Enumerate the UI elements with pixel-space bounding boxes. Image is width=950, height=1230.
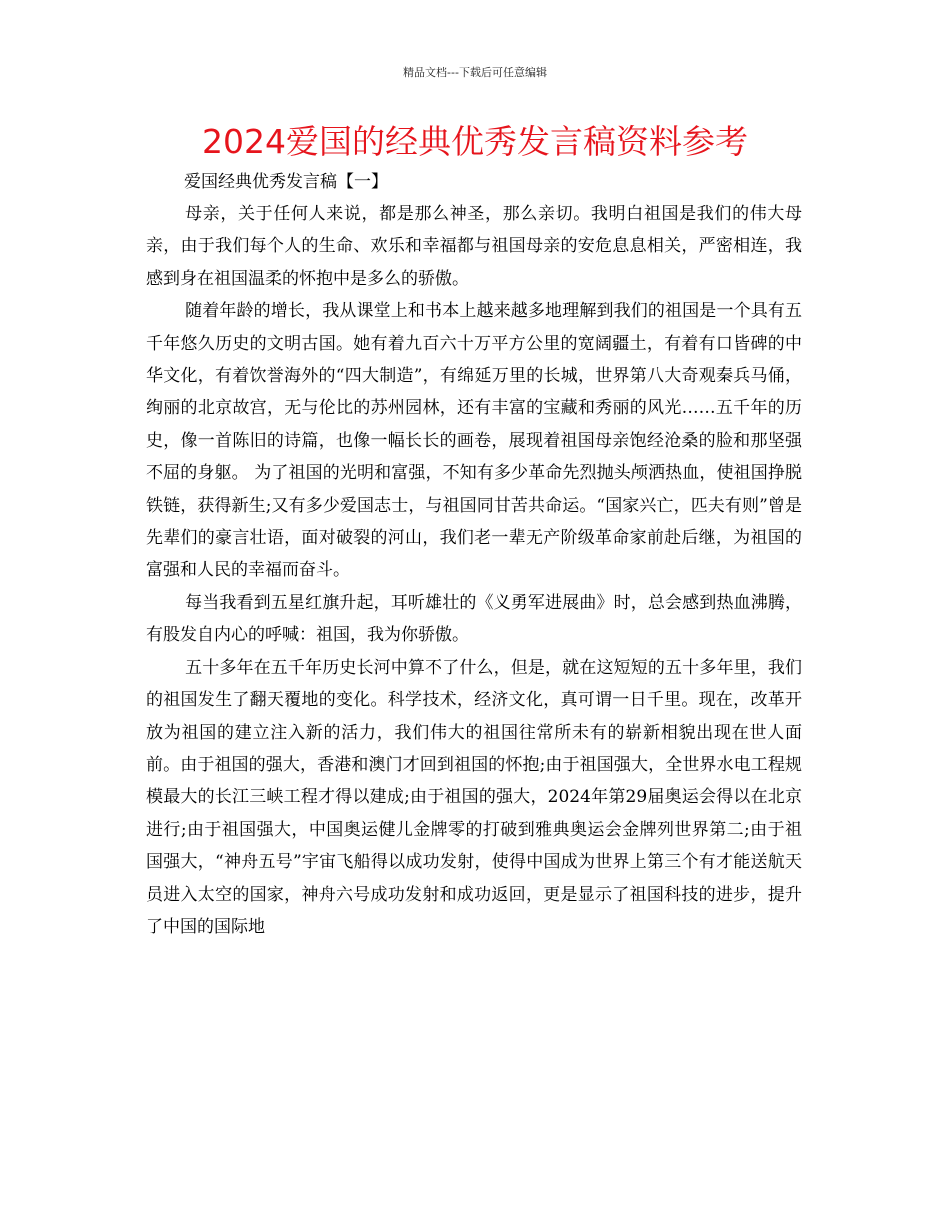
- page-header: 精品文档---下载后可任意编辑: [403, 66, 547, 79]
- paragraph: 每当我看到五星红旗升起，耳听雄壮的《义勇军进展曲》时，总会感到热血沸腾，有股发自内心的呼喊：祖国，我为你骄傲。: [146, 592, 802, 646]
- paragraph: 五十多年在五千年历史长河中算不了什么，但是，就在这短短的五十多年里，我们的祖国发生了翻天覆地的变化。科学技术，经济文化，真可谓一日千里。现在，改革开放为祖国的建立注入新的活力，我们伟大的祖国往常所未有的崭新相貌出现在世人面前。由于祖国的强大，香港和澳门才回到祖国的怀抱;由于祖国强大，全世界水电工程规模最大的长江三峡工程才得以建成;由于祖国的强大，2024年第29届奥运会得以在北京进行;由于祖国强大，中国奥运健儿金牌零的打破到雅典奥运会金牌列世界第二;由于祖国强大，“神舟五号”宇宙飞船得以成功发射，使得中国成为世界上第三个有才能送航天员进入太空的国家，神舟六号成功发射和成功返回，更是显示了祖国科技的进步，提升了中国的国际地: [146, 657, 802, 937]
- document-title: 2024爱国的经典优秀发言稿资料参考: [202, 122, 748, 161]
- section-heading: 爱国经典优秀发言稿【一】: [184, 172, 388, 192]
- paragraph: 母亲，关于任何人来说，都是那么神圣，那么亲切。我明白祖国是我们的伟大母亲，由于我们每个人的生命、欢乐和幸福都与祖国母亲的安危息息相关，严密相连，我感到身在祖国温柔的怀抱中是多么的骄傲。: [146, 204, 802, 289]
- paragraph: 随着年龄的增长，我从课堂上和书本上越来越多地理解到我们的祖国是一个具有五千年悠久历史的文明古国。她有着九百六十万平方公里的宽阔疆土，有着有口皆碑的中华文化，有着饮誉海外的“四大制造”，有绵延万里的长城，世界第八大奇观秦兵马俑，绚丽的北京故宫，无与伦比的苏州园林，还有丰富的宝藏和秀丽的风光……五千年的历史，像一首陈旧的诗篇，也像一幅长长的画卷，展现着祖国母亲饱经沧桑的脸和那坚强不屈的身躯。 为了祖国的光明和富强，不知有多少革命先烈抛头颅洒热血，使祖国挣脱铁链，获得新生;又有多少爱国志士，与祖国同甘苦共命运。“国家兴亡，匹夫有则”曾是先辈们的豪言壮语，面对破裂的河山，我们老一辈无产阶级革命家前赴后继，为祖国的富强和人民的幸福而奋斗。: [146, 301, 802, 581]
- document-body: [146, 198, 802, 943]
